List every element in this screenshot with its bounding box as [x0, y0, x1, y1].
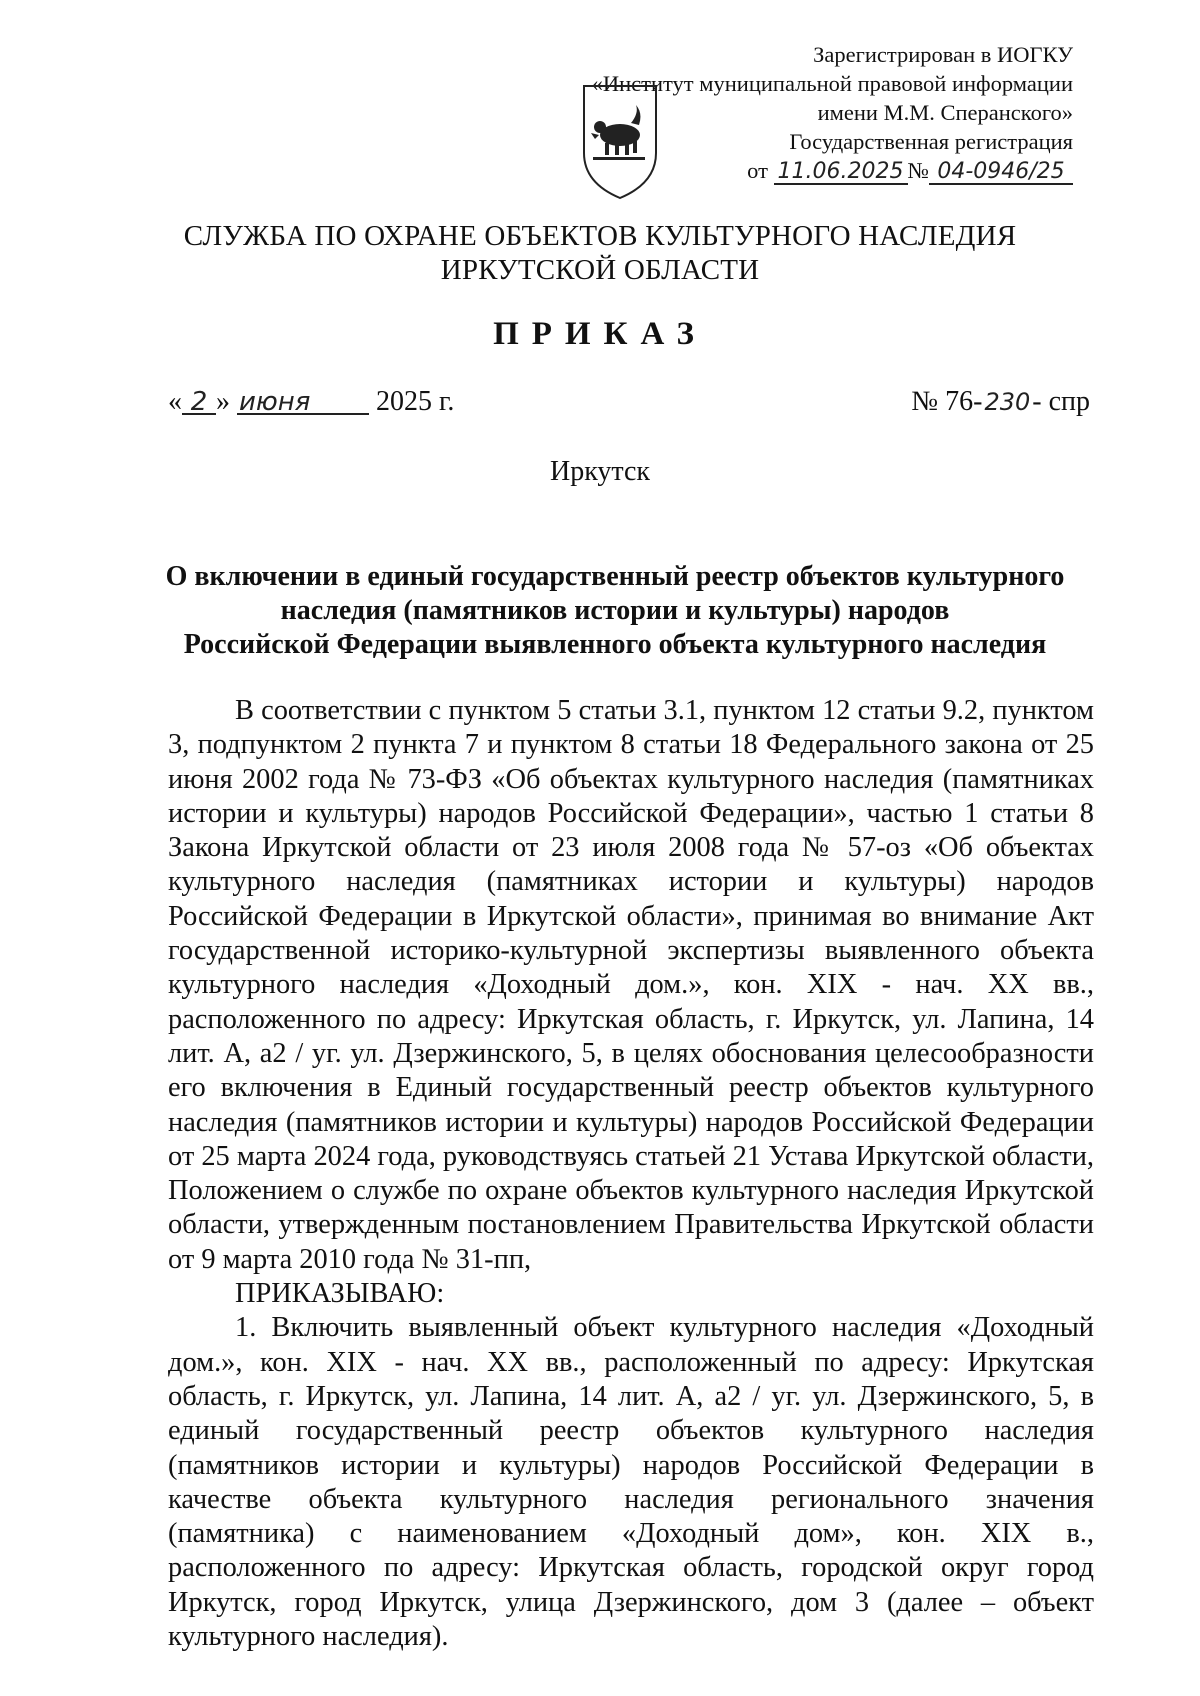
order-word: ПРИКАЗЫВАЮ:: [235, 1278, 445, 1310]
document-type-heading: ПРИКАЗ: [493, 316, 707, 352]
date-quote-close: »: [216, 386, 230, 417]
order-number-prefix: № 76-: [911, 386, 983, 417]
registration-line: Государственная регистрация: [789, 129, 1073, 154]
coat-of-arms-icon: [581, 83, 659, 201]
order-date: [168, 386, 454, 418]
order-month: июня: [237, 391, 369, 415]
preamble-paragraph: В соответствии с пунктом 5 статьи 3.1, пунктом 12 статьи 9.2, пунктом 3, подпунктом 2 пункта 7 и пунктом 8 статьи 18 Федерального закона от 25 июня 2002 года № 73-ФЗ «Об объектах культурного наследия (памятниках истории и культуры) народов Российской Федерации», частью 1 статьи 8 Закона Иркутской области от 23 июля 2008 года № 57-оз «Об объектах культурного наследия (памятниках истории и культуры) народов Российской Федерации в Иркутской области», принимая во внимание Акт государственной историко-культурной экспертизы выявленного объекта культурного наследия «Доходный дом.», кон. XIX - нач. XX вв., расположенного по адресу: Иркутская область, г. Иркутск, ул. Лапина, 14 лит. А, а2 / уг. ул. Дзержинского, 5, в целях обоснования целесообразности его включения в Единый государственный реестр объектов культурного наследия (памятников истории и культуры) народов Российской Федерации от 25 марта 2024 года, руководствуясь статьей 21 Устава Иркутской области, Положением о службе по охране объектов культурного наследия Иркутской области, утвержденным постановлением Правительства Иркутской области от 9 марта 2010 года № 31-пп,: [168, 695, 1094, 1275]
subject-line: Российской Федерации выявленного объекта культурного наследия: [183, 629, 1047, 660]
city-name: Иркутск: [549, 456, 651, 487]
subject-line: О включении в единый государственный реестр объектов культурного: [165, 561, 1065, 592]
registration-date: 11.06.2025: [774, 161, 908, 185]
order-number-suffix: - спр: [1032, 386, 1090, 417]
organization-name: [0, 219, 1200, 287]
order-day: 2: [182, 391, 216, 415]
order-number: [911, 386, 1090, 418]
organization-line: СЛУЖБА ПО ОХРАНЕ ОБЪЕКТОВ КУЛЬТУРНОГО НАСЛЕДИЯ: [183, 220, 1017, 252]
order-number-handwritten: 230: [984, 388, 1031, 416]
organization-line: ИРКУТСКОЙ ОБЛАСТИ: [440, 254, 760, 286]
registration-num-label: №: [907, 158, 929, 183]
order-body: [168, 694, 1094, 1654]
registration-from-label: от: [747, 158, 768, 183]
order-subject: [150, 560, 1080, 662]
order-year: 2025 г.: [376, 386, 455, 417]
order-item-1: 1. Включить выявленный объект культурного наследия «Доходный дом.», кон. XIX - нач. XX вв., расположенный по адресу: Иркутская область, г. Иркутск, ул. Лапина, 14 лит. А, а2 / уг. ул. Дзержинского, 5, в единый государственный реестр объектов культурного наследия (памятников истории и культуры) народов Российской Федерации в качестве объекта культурного наследия регионального значения (памятника) с наименованием «Доходный дом», кон. XIX в., расположенного по адресу: Иркутская область, городской округ город Иркутск, город Иркутск, улица Дзержинского, дом 3 (далее – объект культурного наследия).: [168, 1312, 1094, 1653]
registration-line: Зарегистрирован в ИОГКУ: [813, 42, 1073, 67]
date-quote-open: «: [168, 386, 182, 417]
registration-number: 04-0946/25: [929, 161, 1073, 185]
registration-line: имени М.М. Сперанского»: [817, 100, 1073, 125]
subject-line: наследия (памятников истории и культуры) народов: [280, 595, 950, 626]
registration-line: «Институт муниципальной правовой информации: [591, 71, 1073, 96]
